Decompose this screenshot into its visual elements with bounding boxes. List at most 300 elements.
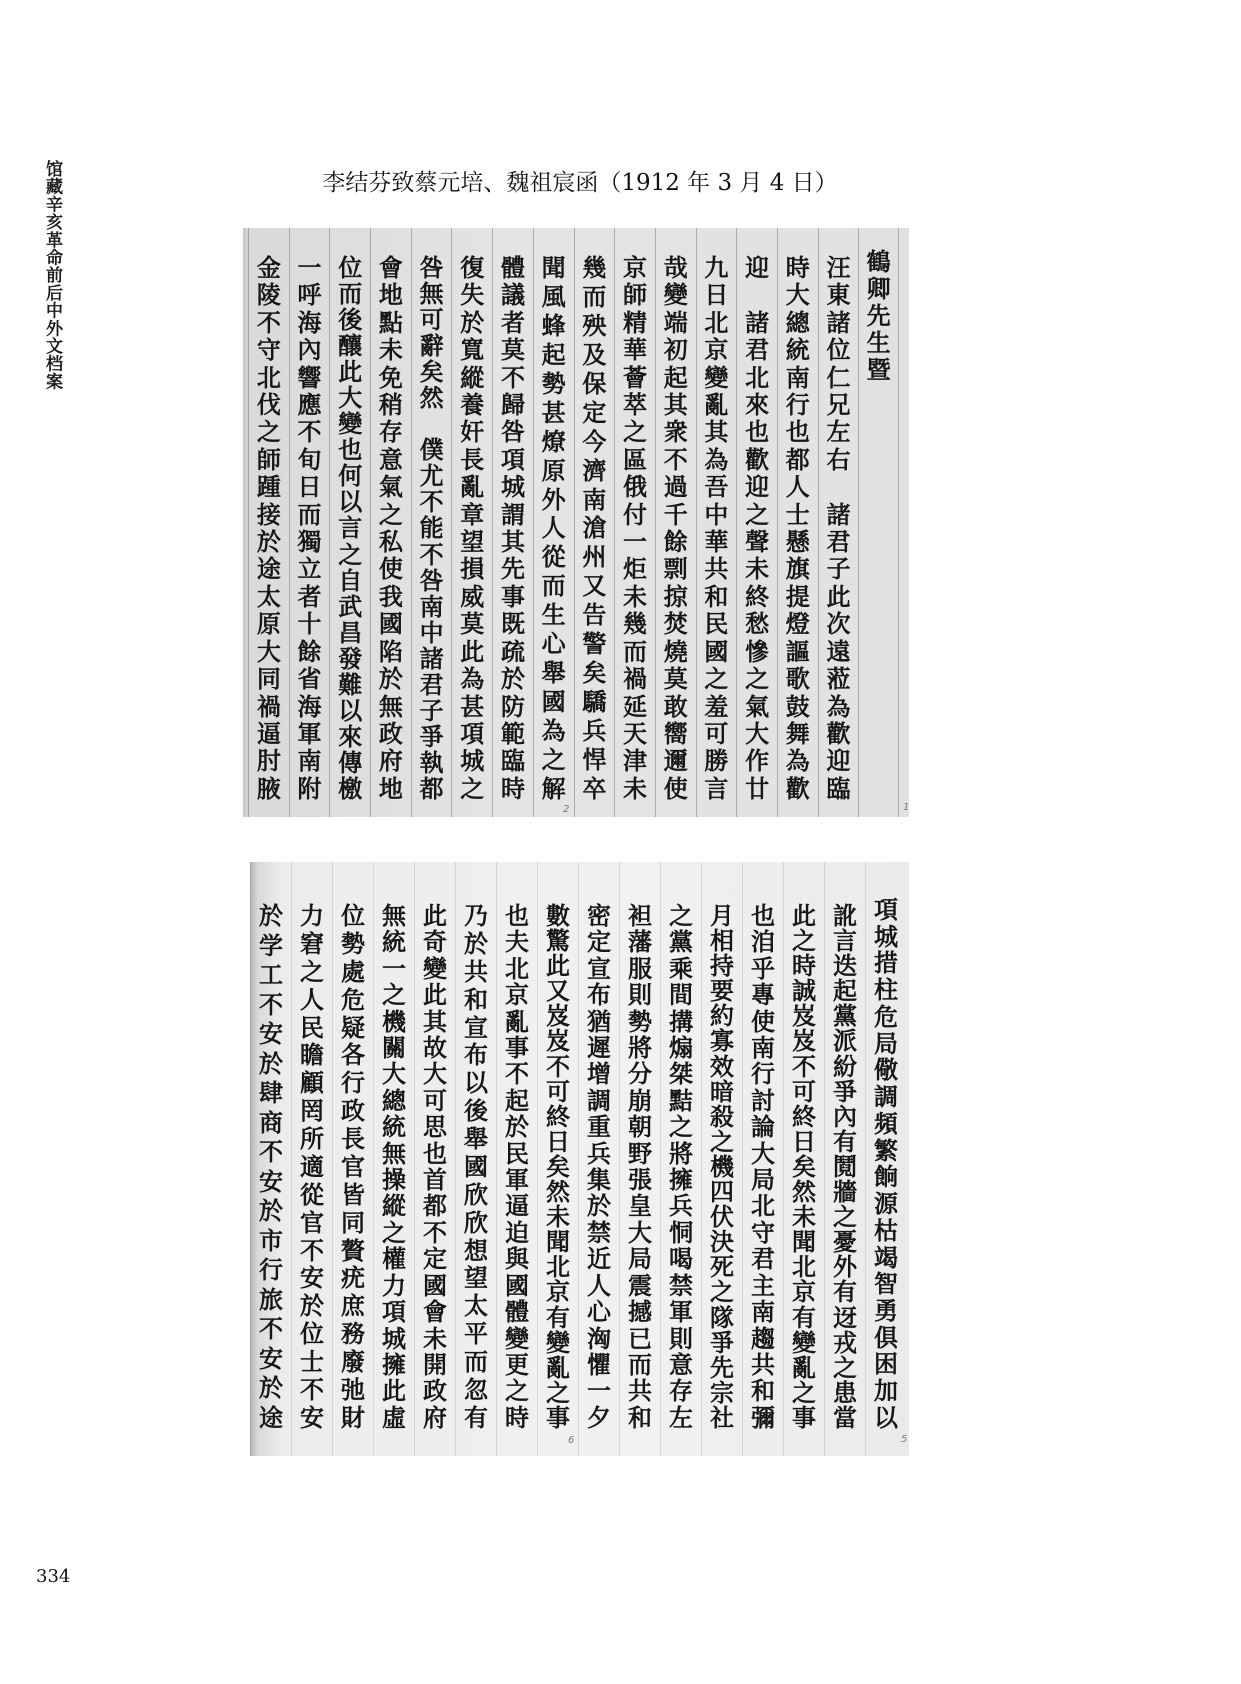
manuscript-glyph: 之: [710, 1126, 734, 1156]
manuscript-column: [451, 228, 492, 817]
manuscript-glyph: 牆: [833, 1177, 857, 1207]
manuscript-glyph: 之: [669, 901, 693, 930]
manuscript-glyph: 一: [587, 1376, 611, 1406]
manuscript-glyph: 岌: [792, 1026, 816, 1056]
manuscript-glyph: 遲: [587, 1033, 611, 1063]
manuscript-glyph: 歡: [826, 718, 851, 748]
manuscript-glyph: 有: [464, 1402, 488, 1432]
manuscript-glyph: 不: [500, 362, 525, 392]
manuscript-glyph: 大: [751, 1138, 775, 1168]
manuscript-glyph: 防: [500, 691, 525, 721]
manuscript-glyph: 之: [541, 744, 566, 774]
manuscript-glyph: 喝: [669, 1244, 693, 1274]
manuscript-glyph: 存: [669, 1376, 693, 1406]
manuscript-glyph: 驕: [582, 687, 607, 717]
manuscript-glyph: 所: [300, 1124, 324, 1153]
manuscript-glyph: 勝: [704, 746, 729, 776]
manuscript-glyph: 野: [628, 1138, 652, 1168]
manuscript-glyph: 安: [300, 1402, 324, 1432]
manuscript-column: [250, 862, 291, 1456]
manuscript-glyph: 定: [423, 1244, 447, 1274]
manuscript-glyph: 矣: [792, 1151, 816, 1181]
manuscript-glyph: 学: [259, 930, 283, 960]
manuscript-glyph: 而: [541, 571, 566, 601]
manuscript-glyph: 南: [582, 484, 607, 514]
manuscript-glyph: 變: [663, 280, 688, 310]
manuscript-glyph: 精: [623, 307, 648, 337]
manuscript-glyph: 之: [338, 539, 363, 569]
manuscript-glyph: 薈: [623, 362, 648, 392]
manuscript-glyph: 贅: [341, 1235, 365, 1265]
manuscript-glyph: 也: [785, 417, 810, 447]
manuscript-glyph: 重: [587, 1112, 611, 1142]
manuscript-glyph: 庶: [341, 1291, 365, 1321]
manuscript-glyph: 一: [297, 253, 322, 282]
manuscript-glyph: 數: [546, 901, 570, 930]
manuscript-glyph: 地: [378, 280, 403, 310]
manuscript-glyph: 不: [256, 307, 281, 337]
manuscript-glyph: 內: [833, 1101, 857, 1131]
manuscript-glyph: 長: [460, 444, 485, 474]
manuscript-glyph: 時: [785, 253, 810, 282]
manuscript-glyph: 禁: [587, 1217, 611, 1247]
manuscript-glyph: 剽: [663, 554, 688, 584]
manuscript-glyph: 變: [546, 1327, 570, 1357]
manuscript-glyph: 也: [505, 901, 529, 930]
manuscript-glyph: 來: [745, 390, 770, 420]
manuscript-glyph: 其: [663, 390, 688, 420]
manuscript-glyph: 之: [745, 499, 770, 529]
manuscript-glyph: 虛: [382, 1402, 406, 1432]
manuscript-glyph: 有: [546, 1302, 570, 1332]
manuscript-glyph: 則: [628, 980, 652, 1010]
manuscript-glyph: 崩: [628, 1085, 652, 1115]
manuscript-glyph: 分: [628, 1059, 652, 1089]
manuscript-glyph: 暨: [866, 355, 891, 384]
manuscript-glyph: 隊: [710, 1302, 734, 1332]
manuscript-column: [574, 228, 615, 817]
manuscript-glyph: 國: [423, 1270, 447, 1300]
manuscript-glyph: 又: [546, 976, 570, 1006]
manuscript-glyph: 忽: [464, 1374, 488, 1404]
manuscript-glyph: 章: [460, 499, 485, 529]
manuscript-glyph: 不: [423, 1217, 447, 1247]
manuscript-glyph: 俄: [623, 472, 648, 502]
manuscript-glyph: 不: [419, 539, 444, 569]
manuscript-glyph: 傳: [338, 747, 363, 777]
manuscript-glyph: 蜂: [541, 310, 566, 340]
manuscript-glyph: 言: [704, 773, 729, 803]
manuscript-glyph: 聲: [745, 527, 770, 557]
manuscript-glyph: 意: [669, 1349, 693, 1379]
manuscript-glyph: 然: [546, 1177, 570, 1207]
manuscript-glyph: 於: [587, 1191, 611, 1221]
folio-mark: 6: [568, 1435, 575, 1446]
manuscript-glyph: 要: [710, 976, 734, 1006]
manuscript-glyph: 官: [300, 1207, 324, 1237]
manuscript-glyph: 加: [874, 1376, 898, 1406]
manuscript-column: [411, 228, 452, 817]
manuscript-glyph: 亂: [546, 1352, 570, 1382]
manuscript-glyph: 弛: [341, 1374, 365, 1404]
manuscript-glyph: 勢: [628, 1006, 652, 1036]
manuscript-glyph: 嚮: [663, 718, 688, 748]
manuscript-glyph: 哉: [663, 253, 688, 282]
manuscript-glyph: 不: [663, 444, 688, 474]
manuscript-glyph: 事: [505, 1033, 529, 1063]
manuscript-glyph: 莫: [663, 664, 688, 694]
manuscript-glyph: 先: [710, 1352, 734, 1382]
manuscript-glyph: 之: [378, 499, 403, 529]
manuscript-column: [701, 862, 742, 1456]
manuscript-glyph: 洶: [587, 1323, 611, 1353]
manuscript-glyph: 勇: [874, 1296, 898, 1326]
manuscript-glyph: 卿: [866, 274, 891, 303]
manuscript-glyph: 國: [704, 636, 729, 666]
manuscript-glyph: 咎: [419, 565, 444, 595]
manuscript-glyph: 此: [546, 951, 570, 981]
manuscript-glyph: 作: [745, 746, 770, 776]
manuscript-glyph: 項: [460, 718, 485, 748]
manuscript-glyph: 朝: [628, 1112, 652, 1142]
manuscript-glyph: 而: [338, 279, 363, 309]
manuscript-glyph: 莫: [460, 609, 485, 639]
manuscript-glyph: 燎: [541, 426, 566, 456]
manuscript-glyph: 幾: [582, 253, 607, 282]
manuscript-glyph: 提: [785, 581, 810, 611]
manuscript-glyph: 力: [300, 901, 324, 930]
manuscript-glyph: 之: [792, 926, 816, 956]
manuscript-glyph: 民: [505, 1138, 529, 1168]
manuscript-glyph: 以: [338, 487, 363, 517]
manuscript-glyph: 共: [751, 1349, 775, 1379]
manuscript-glyph: 增: [587, 1059, 611, 1089]
manuscript-glyph: 華: [623, 335, 648, 365]
manuscript-glyph: 則: [669, 1323, 693, 1353]
manuscript-glyph: 存: [378, 417, 403, 447]
manuscript-glyph: 原: [541, 455, 566, 485]
manuscript-glyph: 養: [460, 390, 485, 420]
manuscript-glyph: 府: [378, 746, 403, 776]
manuscript-glyph: 為: [704, 444, 729, 474]
manuscript-glyph: 舉: [541, 658, 566, 688]
manuscript-glyph: 不: [505, 1059, 529, 1089]
manuscript-glyph: 十: [297, 609, 322, 639]
manuscript-glyph: 定: [587, 927, 611, 957]
manuscript-glyph: 罔: [300, 1096, 324, 1126]
manuscript-glyph: 繁: [874, 1135, 898, 1165]
manuscript-glyph: 宗: [710, 1377, 734, 1407]
manuscript-column: [865, 862, 906, 1456]
manuscript-glyph: 有: [833, 1277, 857, 1307]
manuscript-glyph: 後: [338, 305, 363, 335]
manuscript-glyph: 肘: [256, 746, 281, 776]
manuscript-glyph: 宣: [464, 1012, 488, 1042]
manuscript-glyph: 呼: [297, 280, 322, 310]
manuscript-glyph: 位: [300, 1319, 324, 1349]
manuscript-glyph: 有: [792, 1302, 816, 1332]
manuscript-glyph: [819, 475, 859, 499]
manuscript-glyph: 為: [785, 746, 810, 776]
manuscript-glyph: 師: [623, 280, 648, 310]
manuscript-glyph: 城: [382, 1323, 406, 1353]
manuscript-glyph: 適: [300, 1151, 324, 1181]
manuscript-glyph: 長: [341, 1124, 365, 1153]
manuscript-glyph: 局: [751, 1165, 775, 1195]
manuscript-glyph: 未: [423, 1323, 447, 1353]
manuscript-glyph: 而: [464, 1347, 488, 1376]
manuscript-glyph: 邇: [663, 746, 688, 776]
manuscript-glyph: 暗: [710, 1076, 734, 1106]
manuscript-glyph: 意: [378, 444, 403, 474]
manuscript-glyph: 為: [541, 716, 566, 745]
manuscript-glyph: 汪: [826, 253, 851, 282]
manuscript-glyph: 務: [341, 1319, 365, 1349]
manuscript-glyph: 迫: [505, 1217, 529, 1247]
manuscript-glyph: 疣: [341, 1263, 365, 1293]
manuscript-glyph: 原: [256, 609, 281, 639]
manuscript-glyph: 先: [500, 554, 525, 584]
manuscript-glyph: 北: [505, 953, 529, 983]
manuscript-column: [455, 862, 496, 1456]
manuscript-glyph: 歸: [500, 390, 525, 420]
manuscript-glyph: 不: [300, 1235, 324, 1265]
manuscript-glyph: 敢: [663, 691, 688, 721]
manuscript-glyph: 檄: [338, 773, 363, 803]
manuscript-glyph: 響: [297, 362, 322, 392]
manuscript-glyph: 會: [423, 1297, 447, 1327]
manuscript-scan-2: [250, 862, 909, 1456]
manuscript-glyph: 僕: [419, 435, 444, 465]
manuscript-glyph: 項: [382, 1297, 406, 1327]
manuscript-glyph: 財: [341, 1402, 365, 1432]
manuscript-glyph: 未: [792, 1202, 816, 1232]
manuscript-glyph: 內: [297, 335, 322, 365]
manuscript-glyph: 過: [663, 472, 688, 502]
manuscript-glyph: 北: [792, 1252, 816, 1282]
manuscript-glyph: 皆: [341, 1179, 365, 1209]
page-number: 334: [36, 1566, 71, 1587]
manuscript-glyph: 搆: [669, 1006, 693, 1036]
manuscript-glyph: 太: [256, 581, 281, 611]
manuscript-glyph: 撼: [628, 1297, 652, 1327]
manuscript-glyph: 和: [464, 984, 488, 1014]
manuscript-glyph: 密: [587, 901, 611, 930]
manuscript-glyph: 同: [256, 664, 281, 694]
manuscript-glyph: 北: [745, 362, 770, 392]
manuscript-glyph: 時: [500, 773, 525, 803]
manuscript-glyph: 南: [297, 746, 322, 776]
manuscript-glyph: 初: [663, 335, 688, 365]
manuscript-glyph: 體: [505, 1297, 529, 1327]
manuscript-glyph: 間: [669, 980, 693, 1010]
manuscript-glyph: 之: [669, 1112, 693, 1142]
manuscript-glyph: 以: [338, 695, 363, 725]
manuscript-glyph: 持: [710, 951, 734, 981]
manuscript-glyph: 解: [541, 773, 566, 803]
manuscript-glyph: 國: [505, 1270, 529, 1300]
manuscript-glyph: 此: [792, 901, 816, 930]
manuscript-glyph: 智: [874, 1269, 898, 1299]
manuscript-glyph: 討: [751, 1085, 775, 1115]
manuscript-glyph: 餉: [874, 1162, 898, 1192]
manuscript-glyph: 軍: [669, 1297, 693, 1327]
manuscript-glyph: 旬: [297, 444, 322, 474]
manuscript-glyph: 政: [341, 1096, 365, 1126]
manuscript-glyph: 軍: [505, 1165, 529, 1195]
manuscript-glyph: 皇: [628, 1191, 652, 1221]
manuscript-glyph: 日: [792, 1126, 816, 1156]
manuscript-glyph: 藩: [628, 927, 652, 957]
manuscript-glyph: 生: [541, 600, 566, 630]
manuscript-glyph: 宣: [587, 953, 611, 983]
manuscript-column: [619, 862, 660, 1456]
manuscript-glyph: 總: [382, 1085, 406, 1115]
manuscript-glyph: 擁: [669, 1165, 693, 1195]
manuscript-glyph: 萃: [623, 390, 648, 420]
manuscript-glyph: 未: [378, 335, 403, 365]
manuscript-glyph: 擁: [382, 1349, 406, 1379]
manuscript-glyph: 項: [500, 444, 525, 474]
manuscript-column: [533, 228, 574, 817]
manuscript-glyph: 也: [423, 1138, 447, 1168]
manuscript-glyph: 燒: [663, 636, 688, 666]
manuscript-glyph: 迎: [826, 746, 851, 776]
manuscript-glyph: 岌: [546, 1026, 570, 1056]
manuscript-glyph: 人: [300, 984, 324, 1014]
manuscript-glyph: 城: [500, 472, 525, 502]
manuscript-glyph: 陵: [256, 280, 281, 310]
manuscript-glyph: 大: [628, 1217, 652, 1247]
manuscript-glyph: 聞: [541, 253, 566, 282]
manuscript-column: [248, 228, 289, 817]
manuscript-glyph: 位: [826, 335, 851, 365]
manuscript-glyph: 乃: [464, 901, 488, 930]
manuscript-glyph: 歡: [745, 444, 770, 474]
manuscript-glyph: 戎: [833, 1327, 857, 1357]
manuscript-glyph: 爭: [419, 721, 444, 751]
manuscript-glyph: 安: [259, 1343, 283, 1373]
manuscript-glyph: 黠: [669, 1085, 693, 1115]
manuscript-column: [777, 228, 818, 817]
manuscript-glyph: 矣: [582, 658, 607, 688]
manuscript-glyph: 議: [500, 280, 525, 310]
manuscript-glyph: 辭: [419, 331, 444, 361]
manuscript-glyph: 約: [710, 1001, 734, 1031]
manuscript-glyph: 驚: [546, 926, 570, 956]
manuscript-column: [578, 862, 619, 1456]
manuscript-scan-1: [243, 228, 909, 817]
manuscript-glyph: 咎: [419, 253, 444, 282]
manuscript-glyph: 聞: [792, 1227, 816, 1257]
manuscript-glyph: 端: [663, 307, 688, 337]
manuscript-glyph: 遠: [826, 636, 851, 666]
manuscript-glyph: 顧: [300, 1068, 324, 1098]
manuscript-glyph: 調: [587, 1085, 611, 1115]
manuscript-glyph: 之: [382, 1217, 406, 1247]
manuscript-glyph: 力: [382, 1270, 406, 1300]
manuscript-glyph: 今: [582, 426, 607, 456]
manuscript-glyph: 國: [541, 687, 566, 717]
manuscript-glyph: 外: [833, 1252, 857, 1282]
manuscript-glyph: 時: [792, 951, 816, 981]
manuscript-glyph: 而: [628, 1349, 652, 1379]
manuscript-glyph: 謂: [500, 499, 525, 529]
manuscript-glyph: 之: [623, 417, 648, 447]
manuscript-glyph: 警: [582, 629, 607, 659]
manuscript-glyph: 失: [460, 280, 485, 310]
manuscript-glyph: 羞: [704, 691, 729, 721]
manuscript-glyph: 矣: [546, 1151, 570, 1181]
manuscript-glyph: 日: [704, 280, 729, 310]
manuscript-glyph: 首: [423, 1165, 447, 1195]
manuscript-glyph: 趨: [751, 1323, 775, 1353]
manuscript-glyph: 柱: [874, 975, 898, 1005]
manuscript-glyph: 無: [382, 901, 406, 930]
manuscript-glyph: 釀: [338, 331, 363, 361]
manuscript-glyph: 有: [833, 1126, 857, 1156]
manuscript-glyph: 日: [297, 472, 322, 502]
manuscript-glyph: 金: [256, 253, 281, 282]
manuscript-glyph: 其: [704, 417, 729, 447]
manuscript-glyph: 桀: [669, 1059, 693, 1089]
manuscript-column: [373, 862, 414, 1456]
manuscript-glyph: 省: [297, 664, 322, 694]
manuscript-glyph: 難: [338, 669, 363, 699]
manuscript-glyph: 處: [341, 956, 365, 986]
manuscript-column: [614, 228, 655, 817]
manuscript-glyph: 府: [423, 1402, 447, 1432]
manuscript-glyph: 乘: [669, 953, 693, 983]
manuscript-glyph: 之: [745, 664, 770, 694]
manuscript-glyph: 焚: [663, 609, 688, 639]
manuscript-glyph: 於: [259, 901, 283, 930]
manuscript-glyph: 安: [300, 1263, 324, 1293]
manuscript-glyph: 行: [785, 390, 810, 420]
manuscript-glyph: 時: [505, 1402, 529, 1432]
manuscript-glyph: 中: [704, 499, 729, 529]
manuscript-glyph: 政: [378, 718, 403, 748]
manuscript-glyph: 行: [751, 1059, 775, 1089]
manuscript-glyph: 體: [500, 253, 525, 282]
manuscript-glyph: 服: [628, 953, 652, 983]
manuscript-glyph: 途: [256, 554, 281, 584]
manuscript-glyph: 使: [663, 773, 688, 803]
manuscript-glyph: 岌: [792, 1001, 816, 1031]
manuscript-glyph: 行: [341, 1068, 365, 1098]
manuscript-column: [496, 862, 537, 1456]
manuscript-column: [736, 228, 777, 817]
manuscript-glyph: 共: [464, 956, 488, 986]
manuscript-glyph: 相: [710, 926, 734, 956]
manuscript-column: [742, 862, 783, 1456]
manuscript-glyph: 於: [500, 664, 525, 694]
manuscript-glyph: 心: [541, 629, 566, 659]
manuscript-glyph: 餘: [297, 636, 322, 666]
manuscript-glyph: 袒: [628, 901, 652, 930]
manuscript-column: [291, 862, 332, 1456]
manuscript-glyph: 行: [259, 1255, 283, 1285]
manuscript-glyph: 慘: [745, 636, 770, 666]
running-title: 馆藏辛亥革命前后中外文档案: [42, 160, 62, 391]
manuscript-glyph: 濟: [582, 455, 607, 485]
manuscript-glyph: 岌: [546, 1001, 570, 1031]
manuscript-column: [537, 862, 578, 1456]
manuscript-glyph: 逼: [505, 1191, 529, 1221]
manuscript-glyph: 決: [710, 1227, 734, 1257]
manuscript-glyph: 紛: [833, 1051, 857, 1081]
manuscript-glyph: 變: [505, 1323, 529, 1353]
